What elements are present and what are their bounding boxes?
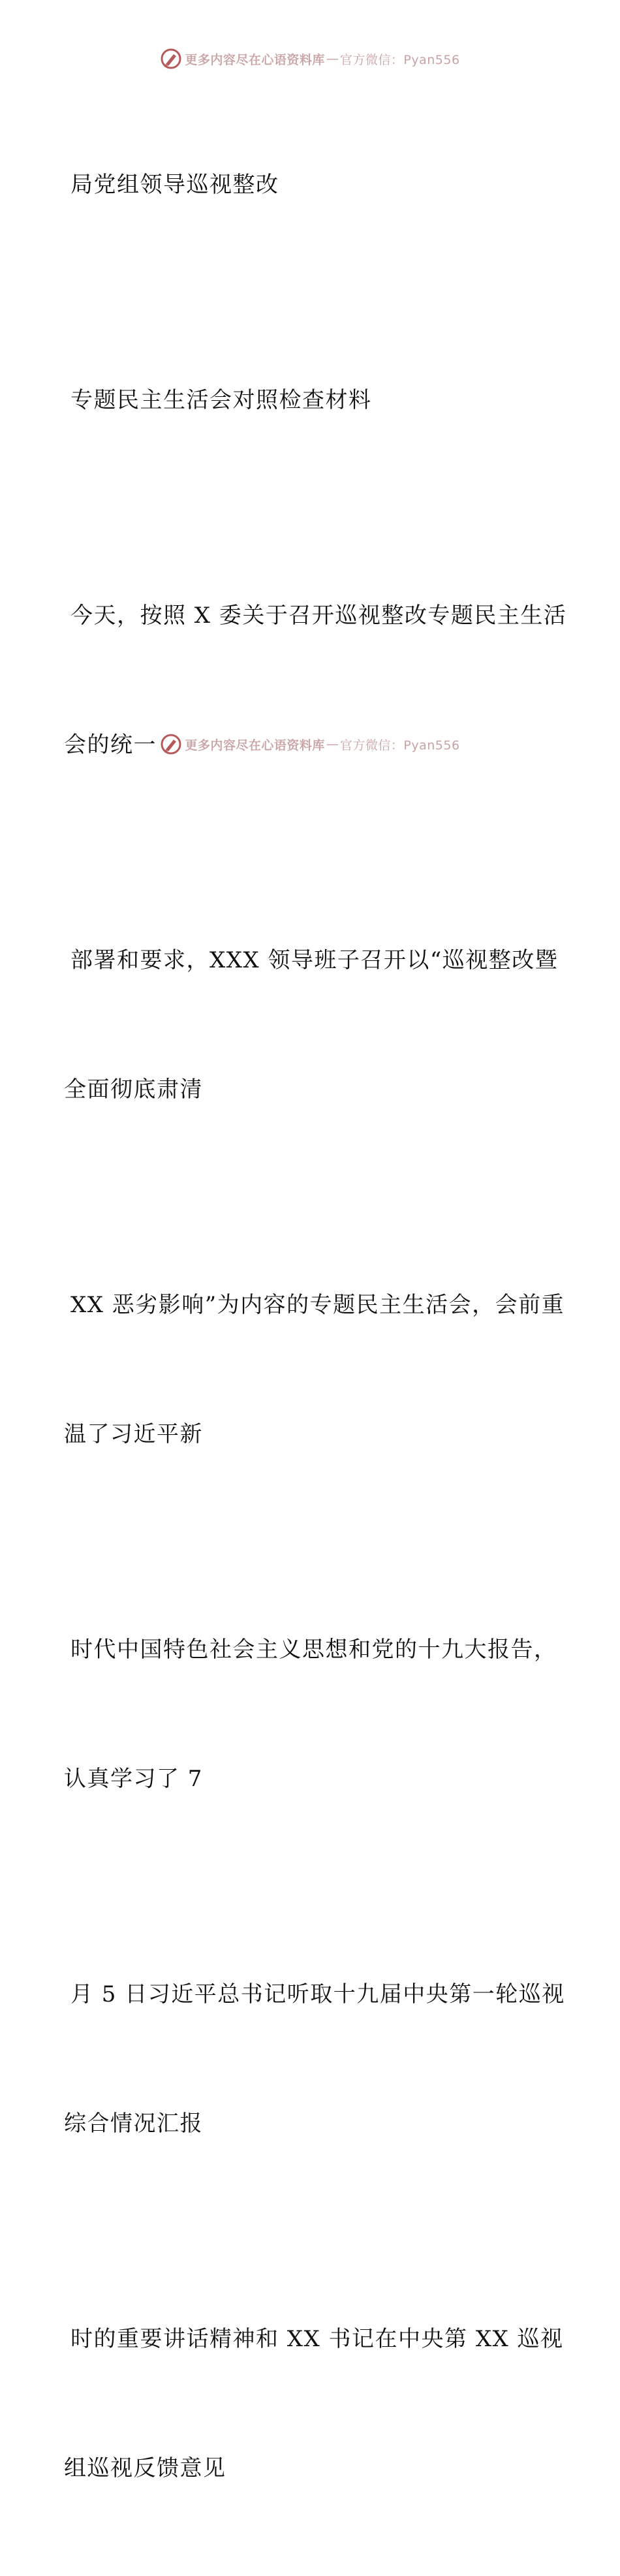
paragraph-line: 全面彻底肃清	[64, 1076, 203, 1103]
footer-watermark	[0, 732, 620, 756]
header-brand-text: 更多内容尽在心语资料库	[185, 52, 325, 67]
paragraph-line: 会的统一	[64, 732, 157, 758]
paragraph-line: 专题民主生活会对照检查材料	[70, 387, 372, 413]
paragraph-line: 认真学习了 7	[64, 1766, 203, 1792]
header-wechat-text: 官方微信：Pyan556	[339, 52, 460, 67]
header-dash: —	[326, 52, 339, 66]
paragraph	[64, 1887, 565, 2231]
paragraph	[64, 2231, 564, 2576]
paragraph-title-2	[64, 292, 560, 508]
paragraph-line: 综合情况汇报	[64, 2111, 203, 2137]
paragraph-line: 时的重要讲话精神和 XX 书记在中央第 XX 巡视	[70, 2326, 564, 2352]
paragraph-title-1	[64, 77, 560, 292]
footer-dash: —	[326, 737, 339, 751]
paragraph	[64, 1542, 560, 1887]
paragraph-line: 月 5 日习近平总书记听取十九届中央第一轮巡视	[70, 1981, 565, 2007]
document-body	[64, 77, 567, 2576]
paragraph-line: 时代中国特色社会主义思想和党的十九大报告，	[70, 1637, 557, 1663]
paragraph-line: 组巡视反馈意见	[64, 2455, 226, 2481]
paragraph-line: 局党组领导巡视整改	[70, 172, 279, 198]
pen-logo-icon	[160, 733, 182, 755]
header-watermark	[0, 47, 620, 71]
footer-brand-text: 更多内容尽在心语资料库	[185, 738, 325, 753]
paragraph-line: XX 恶劣影响”为内容的专题民主生活会，会前重	[70, 1292, 565, 1318]
paragraph-line: 温了习近平新	[64, 1421, 203, 1447]
pen-logo-icon	[160, 48, 182, 70]
paragraph-line: 今天，按照 X 委关于召开巡视整改专题民主生活	[70, 603, 567, 629]
paragraph	[64, 508, 567, 853]
paragraph	[64, 853, 560, 1197]
footer-wechat-text: 官方微信：Pyan556	[339, 738, 460, 753]
paragraph	[64, 1197, 565, 1542]
paragraph-line: 部署和要求，XXX 领导班子召开以“巡视整改暨	[70, 947, 559, 973]
